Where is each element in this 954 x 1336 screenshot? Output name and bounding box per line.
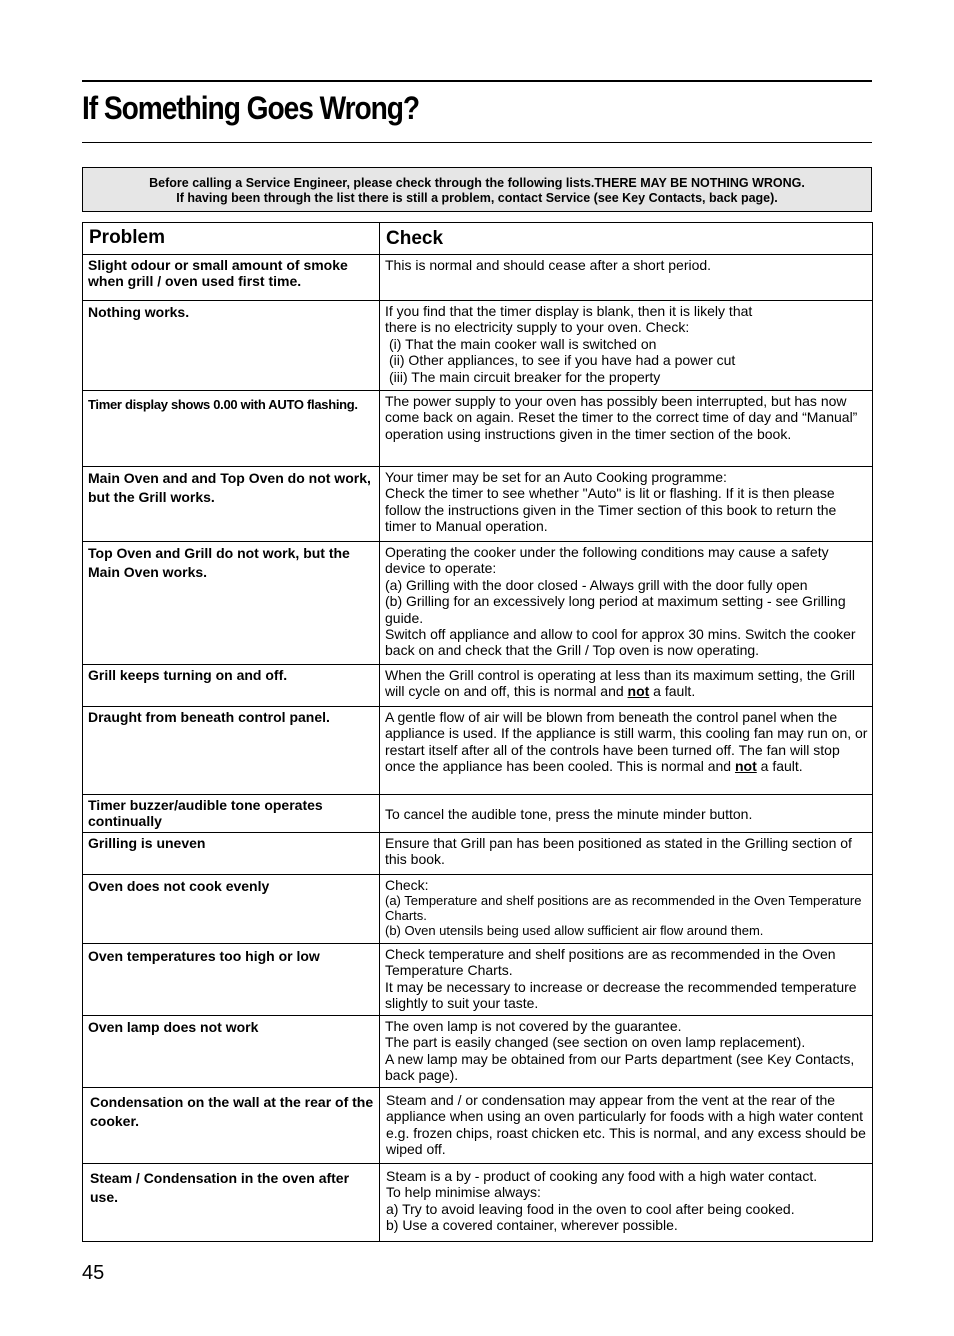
table-row (83, 707, 873, 795)
check-cell (380, 1088, 873, 1164)
header-check: Check (380, 223, 873, 255)
problem-cell: Timer buzzer/audible tone operates continually (83, 795, 380, 833)
check-line: (b) Oven utensils being used allow sufficient air flow around them. (385, 923, 764, 939)
check-line: Check the timer to see whether "Auto" is lit or flashing. If it is then please follow the instructions given in the Timer section of this book to return the timer to Manual operation. (385, 485, 837, 535)
problem-cell: Draught from beneath control panel. (83, 707, 380, 795)
table-row (83, 542, 873, 665)
problem-cell: Main Oven and and Top Oven do not work, but the Grill works. (83, 467, 380, 542)
page-number: 45 (82, 1262, 105, 1284)
table-row (83, 875, 873, 944)
problem-cell: Steam / Condensation in the oven after use. (83, 1164, 380, 1242)
problem-cell: Slight odour or small amount of smoke when grill / oven used first time. (83, 255, 380, 301)
check-line: The oven lamp is not covered by the guarantee. (385, 1018, 682, 1034)
problem-cell: Grilling is uneven (83, 833, 380, 875)
check-text: a fault. (756, 758, 803, 775)
page-title: If Something Goes Wrong? (82, 90, 420, 126)
check-line: Switch off appliance and allow to cool for approx 30 mins. Switch the cooker back on and check that the Grill / Top oven is now operating. (385, 626, 856, 659)
problem-cell: Condensation on the wall at the rear of the cooker. (83, 1088, 380, 1164)
check-line: It may be necessary to increase or decrease the recommended temperature slightly to suit your taste. (385, 978, 857, 1012)
table-row (83, 833, 873, 875)
notice-box (82, 167, 872, 212)
notice-line-1: Before calling a Service Engineer, please check through the following lists.THERE MAY BE NOTHING WRONG. (149, 176, 805, 190)
title-top-rule (82, 80, 872, 82)
check-text: When the Grill control is operating at less than its maximum setting, the Grill will cycle on and off, this is normal and (385, 667, 855, 700)
notice-line-2: If having been through the list there is still a problem, contact Service (see Key Contacts, back page). (176, 191, 778, 205)
problem-cell: Oven temperatures too high or low (83, 944, 380, 1016)
check-line: (ii) Other appliances, to see if you have had a power cut (389, 352, 736, 369)
check-line: b) Use a covered container, wherever possible. (386, 1217, 678, 1234)
title-bottom-rule (82, 142, 872, 143)
check-cell (380, 301, 873, 391)
problem-cell: Timer display shows 0.00 with AUTO flashing. (83, 391, 380, 467)
check-line: To cancel the audible tone, press the minute minder button. (385, 806, 753, 823)
check-cell (380, 1016, 873, 1088)
check-text: A gentle flow of air will be blown from beneath the control panel when the appliance is used. If the appliance is still warm, this cooling fan may run on, or restart itself after all of the controls have been turned off. The fan will stop once the appliance has been cooled. This is normal and (385, 709, 868, 775)
problem-cell: Oven does not cook evenly (83, 875, 380, 944)
table-row (83, 1164, 873, 1242)
table-row (83, 665, 873, 707)
check-line: The part is easily changed (see section on oven lamp replacement). (385, 1034, 806, 1051)
check-cell (380, 665, 873, 707)
check-line: there is no electricity supply to your oven. Check: (385, 319, 690, 336)
check-cell (380, 875, 873, 944)
check-line: Operating the cooker under the following conditions may cause a safety device to operate: (385, 544, 829, 577)
table-row (83, 301, 873, 391)
check-line: (i) That the main cooker wall is switched on (389, 335, 657, 352)
header-problem: Problem (83, 223, 380, 255)
table-row (83, 1016, 873, 1088)
table-row (83, 391, 873, 467)
check-line: This is normal and should cease after a short period. (385, 257, 712, 273)
check-line: A new lamp may be obtained from our Parts department (see Key Contacts, back page). (385, 1050, 855, 1084)
check-cell (380, 467, 873, 542)
check-line: The power supply to your oven has possibly been interrupted, but has now come back on again. Reset the timer to the correct time of day and “Manual” operation using instructions given in the timer section of the book. (385, 393, 858, 442)
problem-cell: Grill keeps turning on and off. (83, 665, 380, 707)
check-text: a fault. (649, 683, 696, 700)
check-line: (b) Grilling for an excessively long period at maximum setting - see Grilling guide. (385, 593, 846, 626)
check-cell (380, 542, 873, 665)
troubleshooting-table (82, 222, 873, 1242)
table-row (83, 255, 873, 301)
check-cell (380, 255, 873, 301)
check-line: To help minimise always: (386, 1184, 541, 1201)
check-line: Your timer may be set for an Auto Cooking programme: (385, 469, 727, 485)
problem-cell: Oven lamp does not work (83, 1016, 380, 1088)
problem-cell: Nothing works. (83, 301, 380, 391)
check-cell (380, 1164, 873, 1242)
check-cell (380, 833, 873, 875)
emphasis-not: not (627, 683, 650, 700)
emphasis-not: not (734, 758, 757, 775)
check-line: (a) Grilling with the door closed - Always grill with the door fully open (385, 576, 808, 593)
check-line: Ensure that Grill pan has been positioned as stated in the Grilling section of this book. (385, 835, 852, 868)
check-line: (iii) The main circuit breaker for the property (389, 368, 661, 385)
check-cell (380, 707, 873, 795)
check-cell (380, 795, 873, 833)
check-line: Steam is a by - product of cooking any food with a high water contact. (386, 1168, 818, 1184)
table-row (83, 944, 873, 1016)
check-line: Check: (385, 877, 429, 893)
check-line: Check temperature and shelf positions are as recommended in the Oven Temperature Charts. (385, 946, 836, 979)
check-cell (380, 391, 873, 467)
table-row (83, 795, 873, 833)
table-row (83, 467, 873, 542)
table-row (83, 1088, 873, 1164)
check-line: If you find that the timer display is blank, then it is likely that (385, 303, 753, 319)
check-cell (380, 944, 873, 1016)
check-line: Steam and / or condensation may appear from the vent at the rear of the appliance when using an oven particularly for foods with a high water content e.g. frozen chips, roast chicken etc. This is normal, and any excess should be wiped off. (386, 1092, 866, 1158)
check-line: a) Try to avoid leaving food in the oven to cool after being cooked. (386, 1200, 795, 1217)
problem-cell: Top Oven and Grill do not work, but the Main Oven works. (83, 542, 380, 665)
check-line: (a) Temperature and shelf positions are as recommended in the Oven Temperature Charts. (385, 893, 862, 924)
